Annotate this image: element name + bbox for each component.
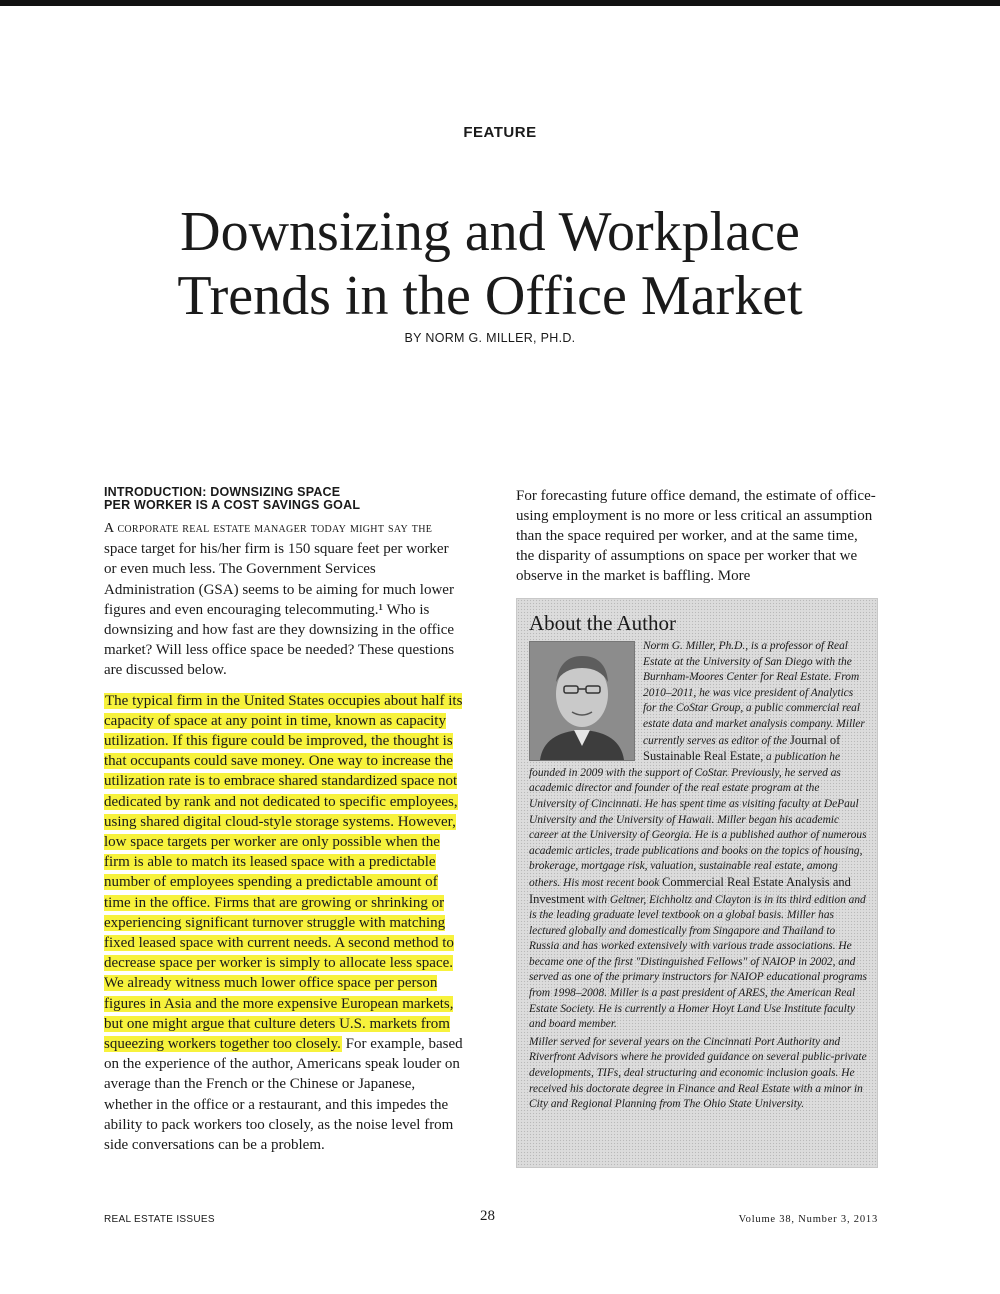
title-line-1: Downsizing and Workplace xyxy=(180,201,800,263)
footer-page-number: 28 xyxy=(480,1208,495,1224)
right-column xyxy=(516,486,878,586)
about-the-author-box xyxy=(516,598,878,1168)
intro-paragraph-text: space target for his/her firm is 150 square feet per worker or even much less. The Government Services Administration (GSA) seems to be aiming for much lower figures and even encouraging telecommuting.¹ Who is downsizing and how fast are they downsizing in the office market? Will less office space be needed? These questions are discussed below. xyxy=(104,541,455,679)
intro-paragraph xyxy=(104,518,464,681)
intro-heading-line-2: PER WORKER IS A COST SAVINGS GOAL xyxy=(104,498,361,512)
book-title: Commercial Real Estate Analysis and Investment xyxy=(529,874,851,906)
capacity-paragraph xyxy=(104,691,464,1156)
footer-publication: REAL ESTATE ISSUES xyxy=(104,1214,215,1225)
title-line-2: Trends in the Office Market xyxy=(177,265,803,327)
highlighted-passage: The typical firm in the United States occupies about half its capacity of space at any point in time, known as capacity utilization. If this figure could be improved, the thought is that occupants could save money. One way to increase the utilization rate is to embrace shared standardized space not dedicated by rank and not dedicated to specific employees, using shared digital cloud-style storage systems. However, low space targets per worker are only possible when the firm is able to match its leased space with a predictable number of employees spending a predictable amount of time in the office. Firms that are growing or shrinking or experiencing significant turnover struggle with matching fixed leased space with current needs. A second method to decrease space per worker is simply to allocate less space. We already witness much lower office space per person figures in Asia and the more expensive European markets, but one might argue that culture deters U.S. markets from squeezing workers together too closely. xyxy=(104,692,463,1053)
section-label: FEATURE xyxy=(463,124,537,141)
author-bio-text-3: with Geltner, Eichholtz and Clayton is in its third edition and is the leading graduate level textbook on a global basis. Miller has lectured globally and domestically from Singapore and Thailand to Russia and has worked extensively with various trade associations. He became one of the first "Distinguished Fellows" of NAIOP in 2002, and served as one of the primary instructors for NAIOP educational programs from 1998–2008. Miller is a past president of ARES, the American Real Estate Society. He is currently a Homer Hoyt Land Use Institute faculty and board member. xyxy=(529,893,867,1031)
author-bio-paragraph-2: Miller served for several years on the Cincinnati Port Authority and Riverfront Advisors where he provided guidance on several public-private developments, TIFs, deal structuring and economic inclusion goals. He received his doctorate degree in Finance and Real Estate with a minor in City and Regional Planning from The Ohio State University. xyxy=(529,1035,867,1111)
author-bio-text-2: , a publication he founded in 2009 with the support of CoStar. Previously, he served as academic director and founder of the real estate program at the University of Cincinnati. He has spent time as visiting faculty at DePaul University and the University of Hawaii. Miller began his academic career at the University of Georgia. He is a published author of numerous academic articles, trade publications and books on the topics of housing, brokerage, mortgage risk, valuation, sustainable real estate, among others. His most recent book xyxy=(529,751,867,889)
author-box-heading: About the Author xyxy=(529,611,676,635)
journal-title: Journal of Sustainable Real Estate xyxy=(643,732,841,764)
left-column xyxy=(104,486,464,1155)
author-bio-text-1: Norm G. Miller, Ph.D., is a professor of Real Estate at the University of San Diego with the Burnham-Moores Center for Real Estate. From 2010–2011, he was vice president of Analytics for the CoStar Group, a public commercial real estate data and market analysis company. Miller currently serves as editor of the xyxy=(643,640,865,747)
footer-volume: Volume 38, Number 3, 2013 xyxy=(738,1214,878,1225)
byline: BY NORM G. MILLER, PH.D. xyxy=(404,331,576,345)
article-title xyxy=(0,200,980,328)
author-portrait-icon xyxy=(530,642,634,760)
author-photo xyxy=(529,641,635,761)
capacity-paragraph-text: For example, based on the experience of the author, Americans speak louder on average than the French or the Chinese or Japanese, whether in the office or a restaurant, and this impedes the ability to pack workers too closely, as the noise level from side conversations can be a problem. xyxy=(104,1036,463,1154)
intro-heading xyxy=(104,486,464,512)
forecasting-paragraph: For forecasting future office demand, the estimate of office-using employment is no more or less critical an assumption than the space required per worker, and at the same time, the disparity of assumptions on space per worker that we observe in the market is baffling. More xyxy=(516,488,876,584)
intro-heading-line-1: INTRODUCTION: DOWNSIZING SPACE xyxy=(104,485,341,499)
intro-lead-in: A corporate real estate manager today might say the xyxy=(104,521,433,536)
top-page-rule xyxy=(0,0,1000,6)
